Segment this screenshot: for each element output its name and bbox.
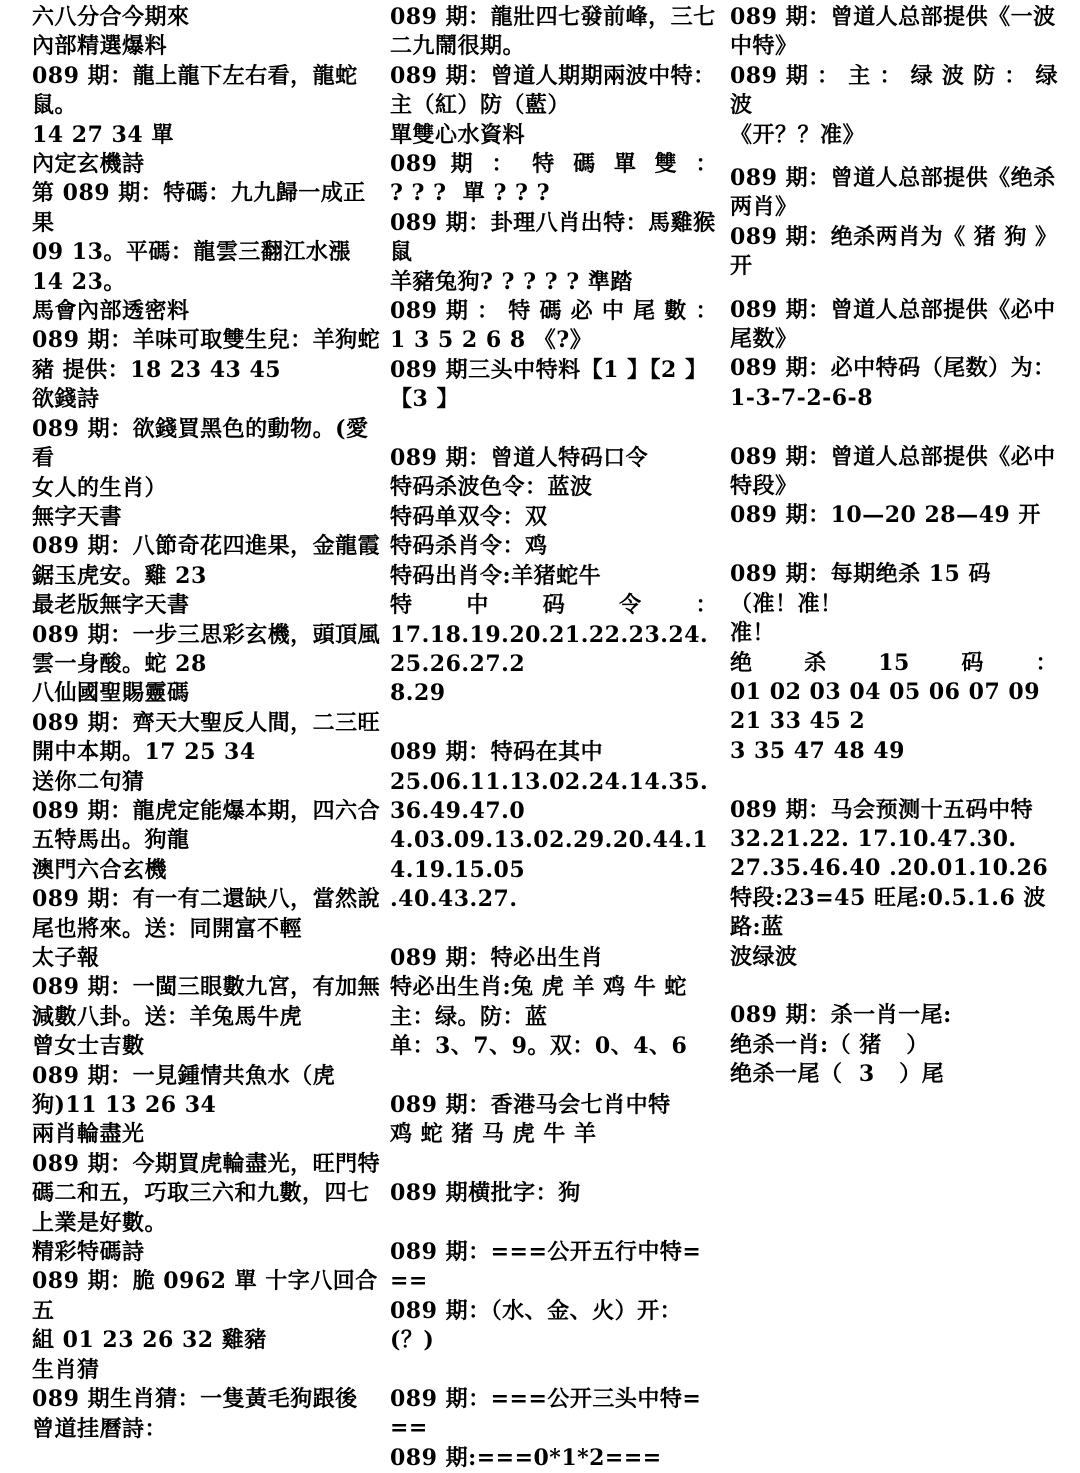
col1-text-line: 曾女士吉數	[32, 1033, 145, 1060]
col1-text-line: 兩肖輪盡光	[32, 1121, 145, 1148]
col3-block-g	[730, 560, 1058, 648]
col3-block-d-line: 089 期：曾道人总部提供《绝杀	[730, 165, 1056, 192]
col2-block-e-line: 1 3 5 2 6 8 《?》	[390, 327, 593, 354]
col2-block-a-line: 089 期：龍壯四七發前峰，三七	[390, 4, 716, 30]
col1-text-line: 尾也將來。送：同開富不輕	[32, 915, 303, 942]
col3-kill-word: 15	[878, 649, 910, 676]
col3-block-d	[730, 164, 1058, 282]
col2-special-word: 令	[619, 592, 642, 619]
col2-block-a-line: 二九鬧很期。	[390, 33, 526, 60]
col3-block-a-line: 中特》	[730, 33, 798, 60]
col3-block-d-line: 089 期：绝杀两肖为《 猪 狗 》开	[730, 223, 1058, 280]
col2-line-tail-number: 089 期 ： 特 碼 必 中 尾 數 ：	[390, 298, 718, 325]
col3-kill-word: ：	[1035, 649, 1058, 676]
col2-block-i	[390, 738, 718, 914]
col2-block-n-line: ==	[390, 1415, 428, 1442]
col1-text-line: 雲一身酸。蛇 28	[32, 650, 207, 677]
col3-kill-row	[730, 649, 1058, 678]
col1-text-line: 089 期：一步三思彩玄機，頭頂風	[32, 621, 381, 648]
col1-text-line: 澳門六合玄機	[32, 856, 168, 883]
col2-block-n	[390, 1385, 718, 1473]
col2-block-m	[390, 1238, 718, 1356]
col3-block-j	[730, 796, 1058, 972]
col1-text-line: 女人的生肖）	[32, 474, 168, 501]
col3-block-j-line: 特段:23=45 旺尾:0.5.1.6 波路:蓝	[730, 884, 1046, 941]
col2-block-a-line: 主（紅）防（藍）	[390, 92, 571, 119]
col2-block-a-line: 單雙心水資料	[390, 121, 526, 148]
col2-block-c-line: 羊豬兔狗? ? ? ? ? 準踏	[390, 268, 633, 295]
col3-block-e-line: 089 期：必中特码（尾数）为：	[730, 355, 1056, 382]
col2-block-l-line: 089 期横批字：狗	[390, 1180, 581, 1207]
col2-block-e	[390, 326, 718, 414]
col2-special-word: 特	[390, 592, 413, 619]
col3-block-f-line: 089 期：10—20 28—49 开	[730, 502, 1041, 529]
col2-block-j-line: 单：3、7、9。双：0、4、6	[390, 1033, 688, 1060]
col1-text-line: 089 期：欲錢買黑色的動物。(愛看	[32, 415, 369, 472]
col2-block-i-line: 4.03.09.13.02.29.20.44.14.19.15.05	[390, 827, 709, 883]
col3-kill-word: 杀	[804, 649, 827, 676]
col2-special-code-row	[390, 591, 718, 620]
col2-block-a	[390, 3, 718, 150]
col1-text-line: 無字天書	[32, 503, 123, 530]
col3-block-f-line: 089 期：曾道人总部提供《必中	[730, 443, 1056, 470]
col3-block-e-line: 尾数》	[730, 326, 798, 353]
col3-block-j-line: 089 期：马会预测十五码中特	[730, 796, 1034, 823]
col2-block-f-line: 特码杀肖令：鸡	[390, 533, 548, 560]
col1-text-line: 14 27 34 單	[32, 121, 174, 148]
col1-text-line: 馬會內部透密料	[32, 298, 190, 325]
column-right	[730, 3, 1067, 1090]
col3-block-g-line: 准！	[730, 620, 776, 647]
col1-text-line: 089 期：羊味可取雙生兒：羊狗蛇	[32, 327, 381, 354]
col1-text-line: 089 期：齊天大聖反人間，二三旺	[32, 709, 381, 736]
col3-block-f	[730, 443, 1058, 531]
col3-block-e	[730, 296, 1058, 414]
col2-special-word: 码	[542, 592, 566, 619]
col2-special-word: 中	[466, 592, 489, 619]
col2-line-single-double: 089 期 ： 特 碼 單 雙 ：	[390, 151, 718, 178]
col2-block-f-line: 089 期：曾道人特码口令	[390, 445, 649, 472]
col1-text-line: 14 23。	[32, 268, 126, 295]
col1-text-line: 內部精選爆料	[32, 33, 168, 60]
col3-block-j-line: 波绿波	[730, 943, 798, 970]
col1-text-line: 089 期：一見鍾情共魚水（虎	[32, 1062, 336, 1089]
col1-text-line: 鋸玉虎安。雞 23	[32, 562, 207, 589]
col1-text-line: 生肖猜	[32, 1356, 100, 1383]
col2-block-m-line: ==	[390, 1268, 428, 1295]
col3-block-j-line: 27.35.46.40 .20.01.10.26	[730, 855, 1049, 882]
col1-text-line: 精彩特碼詩	[32, 1239, 145, 1266]
col2-special-word: ：	[695, 592, 718, 619]
col2-block-n-line: 089 期:===0*1*2===	[390, 1444, 662, 1471]
col3-block-k-line: 绝杀一尾（ 3 ）尾	[730, 1061, 945, 1088]
col1-text-line: 六八分合今期來	[32, 4, 190, 30]
column-middle	[390, 3, 718, 1473]
col3-block-i	[730, 678, 1058, 766]
col3-block-f-line: 特段》	[730, 473, 798, 500]
col1-text-line: 組 01 23 26 32 雞豬	[32, 1327, 267, 1354]
col3-block-e-line: 1-3-7-2-6-8	[730, 384, 873, 411]
col3-block-c-line: 《开？？准》	[730, 121, 866, 148]
col2-block-l	[390, 1179, 718, 1208]
col2-block-k	[390, 1091, 718, 1150]
col1-text-line: 豬 提供：18 23 43 45	[32, 356, 282, 383]
col1-text-line: 太子報	[32, 945, 100, 971]
col2-block-f	[390, 444, 718, 591]
col3-block-g-line: 089 期：每期绝杀 15 码（准！准！	[730, 561, 992, 617]
col3-block-j-line: 32.21.22. 17.10.47.30.	[730, 825, 1017, 852]
col1-text-line: 欲錢詩	[32, 386, 100, 413]
col3-block-a-line: 089 期：曾道人总部提供《一波	[730, 4, 1056, 30]
col3-block-k-line: 089 期：杀一肖一尾:	[730, 1002, 952, 1029]
col3-block-i-line: 3 35 47 48 49	[730, 737, 905, 764]
col2-block-j-line: 特必出生肖:兔 虎 羊 鸡 牛 蛇	[390, 974, 687, 1001]
col1-text-line: 089 期：龍虎定能爆本期，四六合	[32, 797, 381, 824]
col2-block-m-line: 089 期：===公开五行中特=	[390, 1238, 702, 1265]
col2-block-e-line: 089 期三头中特料【1 】【2 】【3 】	[390, 356, 708, 413]
col2-block-i-line: 25.06.11.13.02.24.14.35.36.49.47.0	[390, 768, 709, 824]
col1-text-line: 八仙國聖賜靈碼	[32, 680, 190, 707]
col2-block-f-line: 特码出肖令:羊猪蛇牛	[390, 562, 602, 589]
col2-block-k-line: 鸡 蛇 猪 马 虎 牛 羊	[390, 1121, 597, 1148]
col2-block-m-line: 089 期：（水、金、火）开：(？)	[390, 1297, 683, 1354]
col1-text-line: 狗)11 13 26 34	[32, 1092, 217, 1119]
col1-text-line: 開中本期。17 25 34	[32, 739, 256, 766]
col2-block-j-line: 089 期：特必出生肖	[390, 944, 604, 971]
col1-text-line: 089 期：今期買虎輪盡光，旺門特	[32, 1150, 381, 1177]
col3-block-k	[730, 1001, 1058, 1089]
col2-block-f-line: 特码杀波色令：蓝波	[390, 474, 593, 501]
col2-block-j	[390, 944, 718, 1062]
col1-text-line: 089 期：有一有二還缺八，當然說	[32, 886, 381, 913]
col1-text-line: 碼二和五，巧取三六和九數，四七	[32, 1180, 370, 1207]
col3-kill-word: 绝	[730, 649, 753, 676]
col2-block-i-line: 089 期：特码在其中	[390, 739, 604, 766]
col2-block-n-line: 089 期：===公开三头中特=	[390, 1385, 702, 1412]
col1-text-line: 09 13。平碼：龍雲三翻江水漲	[32, 239, 351, 266]
col1-text-line: 減數八卦。送：羊兔馬牛虎	[32, 1003, 303, 1030]
col2-block-f-line: 特码单双令：双	[390, 503, 548, 530]
col2-block-h	[390, 621, 718, 709]
col1-text-line: 曾道挂曆詩：	[32, 1415, 168, 1442]
col1-text-line: 內定玄機詩	[32, 151, 145, 178]
col3-block-i-line: 01 02 03 04 05 06 07 09 21 33 45 2	[730, 678, 1049, 735]
col1-text-line: 送你二句猜	[32, 768, 145, 795]
col1-text-line: 最老版無字天書	[32, 592, 190, 619]
col3-kill-word: 码	[961, 649, 984, 676]
col2-block-c-line: 089 期：卦理八肖出特：馬雞猴鼠	[390, 209, 716, 266]
col2-block-c-line: ? ? ? 單 ? ? ?	[390, 180, 550, 207]
col1-text-line: 089 期：一閩三眼數九宮，有加無	[32, 974, 381, 1001]
col1-text-line: 上業是好數。	[32, 1209, 168, 1236]
col3-block-c	[730, 121, 1058, 150]
col1-text-line: 五特馬出。狗龍	[32, 827, 190, 854]
column-left	[32, 3, 384, 1444]
col1-text-line: 089 期生肖猜：一隻黃毛狗跟後	[32, 1386, 358, 1413]
col3-block-k-line: 绝杀一肖:（ 猪 ）	[730, 1031, 929, 1058]
col2-block-j-line: 主：绿。防：蓝	[390, 1003, 548, 1030]
col1-text-line: 089 期：龍上龍下左右看，龍蛇鼠。	[32, 62, 358, 119]
col3-block-a	[730, 3, 1058, 62]
col1-text-line: 089 期：八節奇花四進果，金龍霞	[32, 533, 381, 560]
col2-block-h-line: 17.18.19.20.21.22.23.24.25.26.27.2	[390, 621, 709, 677]
col3-block-e-line: 089 期：曾道人总部提供《必中	[730, 296, 1056, 323]
col1-text-line: 089 期：脆 0962 單 十字八回合五	[32, 1268, 378, 1324]
col2-block-h-line: 8.29	[390, 680, 446, 707]
col2-block-i-line: .40.43.27.	[390, 886, 518, 913]
col2-block-a-line: 089 期：曾道人期期兩波中特：	[390, 62, 716, 89]
col3-block-d-line: 两肖》	[730, 194, 798, 221]
col3-line-wave: 089 期 ： 主 ： 绿 波 防 ： 绿 波	[730, 62, 1067, 119]
col2-block-k-line: 089 期：香港马会七肖中特	[390, 1091, 671, 1118]
col1-text-line: 第 089 期：特碼：九九歸一成正果	[32, 180, 366, 236]
col2-block-c	[390, 179, 718, 297]
